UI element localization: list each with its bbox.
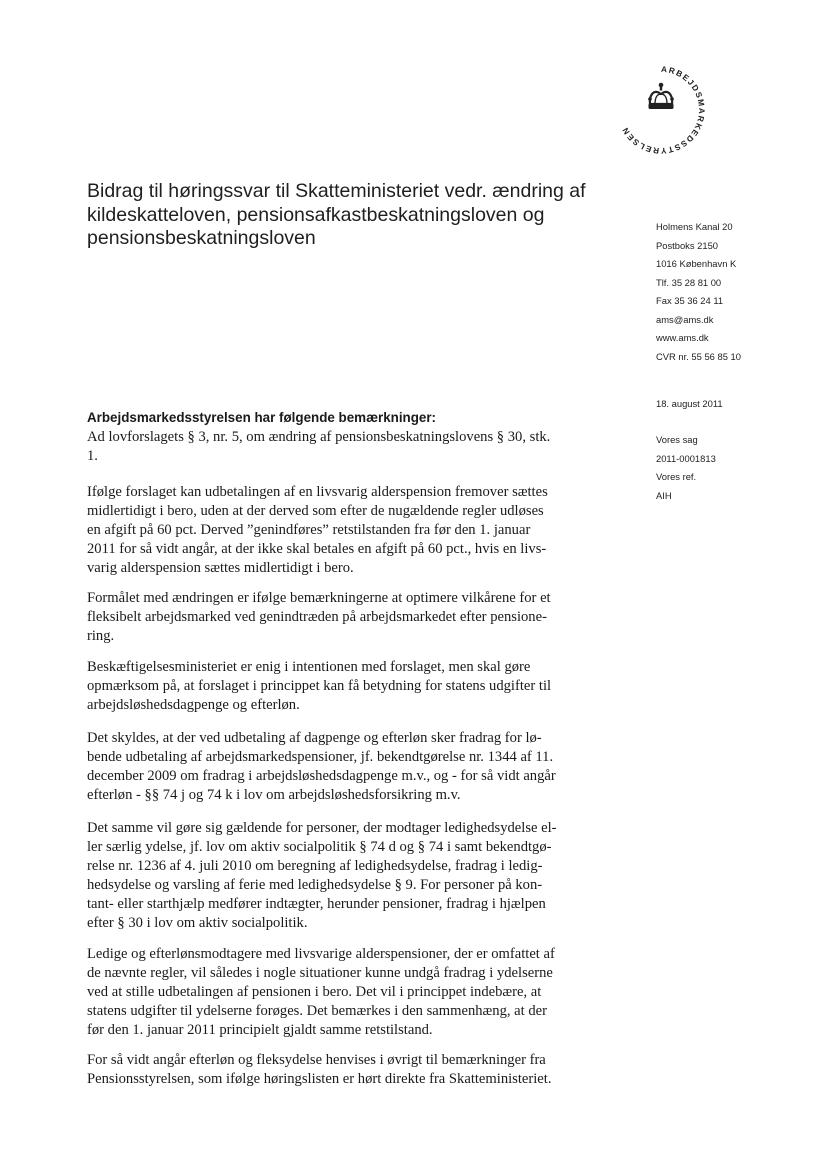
paragraph-line: arbejdsløshedsdagpenge og efterløn. [87, 697, 300, 713]
paragraph-line: ring. [87, 628, 115, 644]
paragraph-line: december 2009 om fradrag i arbejdsløshedsdagpenge m.v., og - for så vidt angår [87, 768, 556, 784]
subheading-line: 1. [87, 448, 98, 464]
paragraph-line: Det skyldes, at der ved udbetaling af dagpenge og efterløn sker fradrag for lø- [87, 730, 542, 746]
address-line: 1016 København K [656, 258, 737, 269]
paragraph-line: statens udgifter til ydelserne forøges. Det bemærkes i den sammenhæng, at der [87, 1003, 547, 1019]
paragraph-line: relse nr. 1236 af 4. juli 2010 om beregning af ledighedsydelse, fradrag i ledig- [87, 858, 543, 874]
paragraph-line: bende udbetaling af arbejdsmarkedspensioner, jf. bekendtgørelse nr. 1344 af 11. [87, 749, 554, 765]
paragraph-line: hedsydelse og varsling af ferie med ledighedsydelse § 9. For personer på kon- [87, 877, 543, 893]
address-line: Holmens Kanal 20 [656, 221, 733, 232]
title-line: Bidrag til høringssvar til Skatteministeriet vedr. ændring af [87, 180, 586, 202]
paragraph-line: Ledige og efterlønsmodtagere med livsvarige alderspensioner, der er omfattet af [87, 946, 555, 962]
paragraph-line: Ifølge forslaget kan udbetalingen af en livsvarig alderspension fremover sættes [87, 484, 548, 500]
paragraph-line: ved at stille udbetalingen af pensionen i bero. Det vil i princippet indebære, at [87, 984, 542, 1000]
subheading-line: Ad lovforslagets § 3, nr. 5, om ændring af pensionsbeskatningslovens § 30, stk. [87, 429, 551, 445]
crown-icon [606, 58, 716, 162]
paragraph-line: Pensionsstyrelsen, som ifølge høringslisten er hørt direkte fra Skatteministeriet. [87, 1071, 552, 1087]
paragraph-line: Beskæftigelsesministeriet er enig i intentionen med forslaget, men skal gøre [87, 659, 531, 675]
paragraph-line: Formålet med ændringen er ifølge bemærkningerne at optimere vilkårene for et [87, 590, 551, 606]
case-label: Vores sag [656, 434, 698, 445]
website-line: www.ams.dk [656, 332, 709, 343]
document-date: 18. august 2011 [656, 398, 723, 409]
section-heading: Arbejdsmarkedsstyrelsen har følgende bemærkninger: [87, 410, 437, 425]
paragraph-line: 2011 for så vidt angår, at der ikke skal betales en afgift på 60 pct., hvis en livs- [87, 541, 547, 557]
reference-label: Vores ref. [656, 471, 697, 482]
paragraph-line: For så vidt angår efterløn og fleksydelse henvises i øvrigt til bemærkninger fra [87, 1052, 546, 1068]
paragraph-line: opmærksom på, at forslaget i princippet kan få betydning for statens udgifter til [87, 678, 552, 694]
svg-text:ARBEJDSMARKEDSSTYRELSEN [620, 65, 706, 155]
paragraph-line: ler særlig ydelse, jf. lov om aktiv socialpolitik § 74 d og § 74 i samt bekendtgø- [87, 839, 552, 855]
agency-logo [606, 58, 716, 162]
cvr-line: CVR nr. 55 56 85 10 [656, 351, 741, 362]
paragraph-line: efterløn - §§ 74 j og 74 k i lov om arbejdsløshedsforsikring m.v. [87, 787, 461, 803]
paragraph-line: de nævnte regler, vil således i nogle situationer kunne undgå fradrag i ydelserne [87, 965, 553, 981]
title-line: kildeskatteloven, pensionsafkastbeskatningsloven og [87, 203, 545, 226]
address-line: Postboks 2150 [656, 240, 719, 251]
title-line: pensionsbeskatningsloven [87, 227, 316, 249]
logo-ring-text: ARBEJDSMARKEDSSTYRELSEN [620, 64, 707, 156]
phone-line: Tlf. 35 28 81 00 [656, 277, 722, 288]
paragraph-line: Det samme vil gøre sig gældende for personer, der modtager ledighedsydelse el- [87, 820, 557, 836]
paragraph-line: midlertidigt i bero, uden at der derved som efter de nugældende regler udløses [87, 503, 544, 519]
document-title [87, 180, 627, 251]
reference-initials: AIH [656, 490, 672, 501]
fax-line: Fax 35 36 24 11 [656, 295, 724, 306]
case-number: 2011-0001813 [656, 453, 716, 464]
email-line: ams@ams.dk [656, 314, 714, 325]
paragraph-line: tant- eller starthjælp medfører indtægter, herunder pensioner, fradrag i hjælpen [87, 896, 546, 912]
paragraph-line: varig alderspension sættes midlertidigt i bero. [87, 560, 354, 576]
paragraph-line: fleksibelt arbejdsmarked ved genindtræden på arbejdsmarkedet efter pensione- [87, 609, 547, 625]
paragraph-line: en afgift på 60 pct. Derved ”genindføres” retstilstanden fra før den 1. januar [87, 522, 531, 538]
paragraph-line: før den 1. januar 2011 principielt gjaldt samme retstilstand. [87, 1022, 433, 1038]
paragraph-line: efter § 30 i lov om aktiv socialpolitik. [87, 915, 308, 931]
